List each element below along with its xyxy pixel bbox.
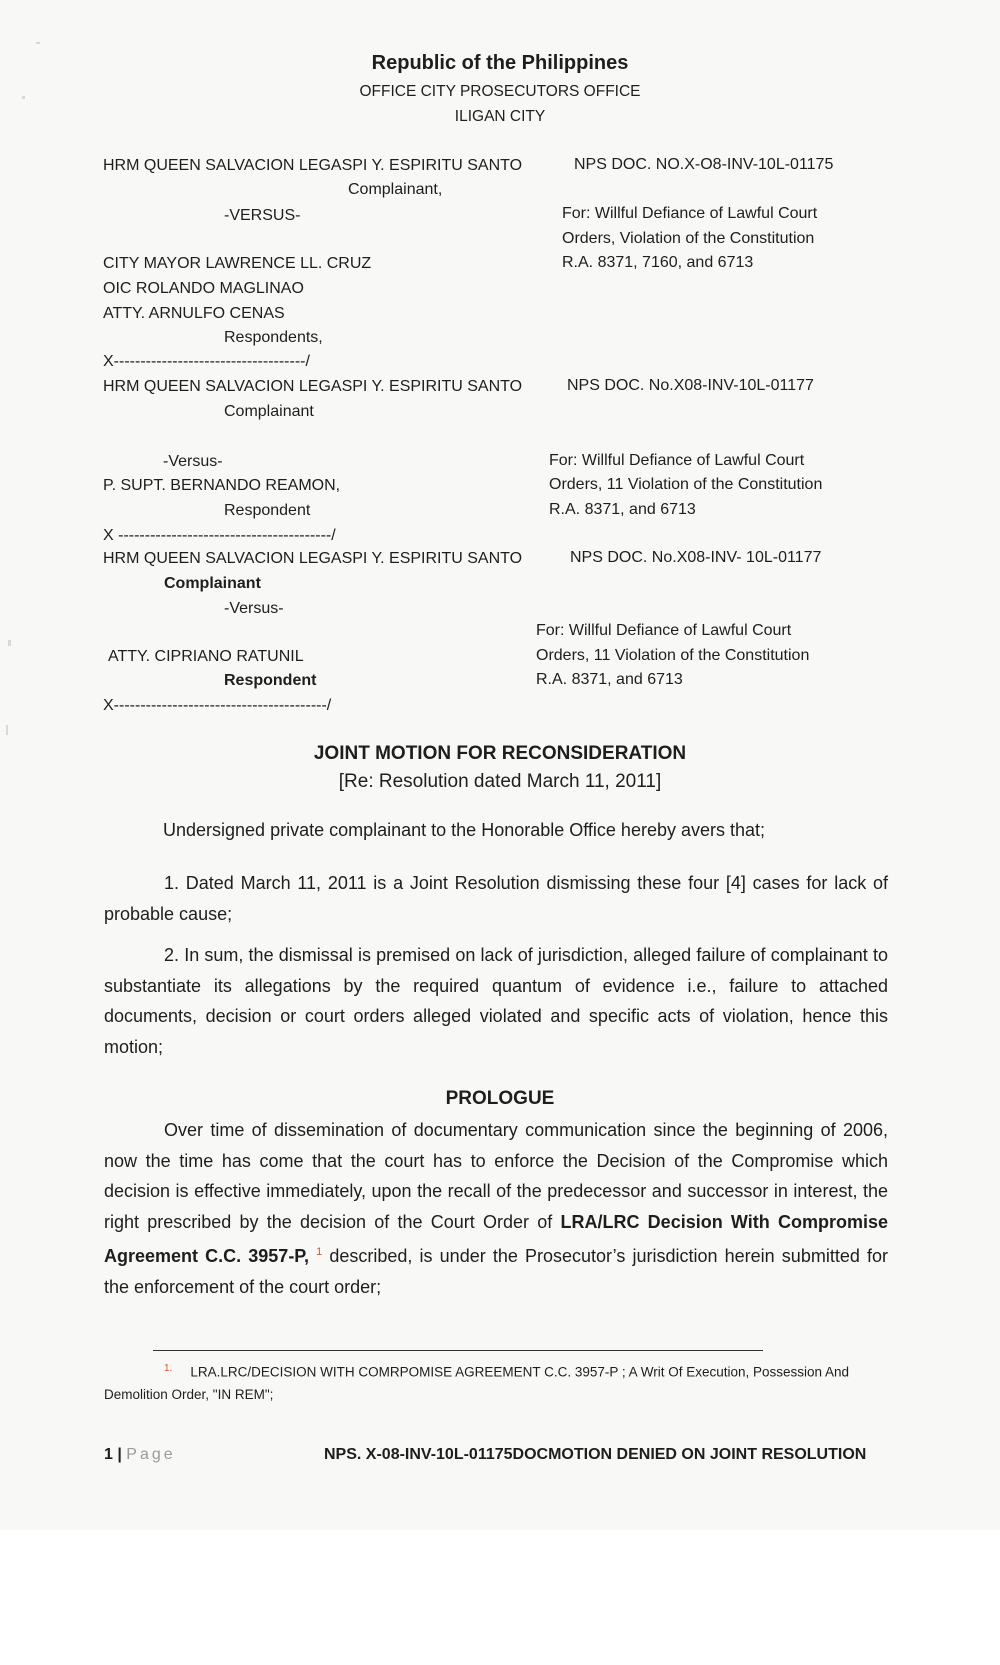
case3-complainant: HRM QUEEN SALVACION LEGASPI Y. ESPIRITU SANTO — [103, 550, 523, 567]
case3-doc-no: NPS DOC. No.X08-INV- 10L-01177 — [570, 549, 822, 566]
page-indicator — [104, 1446, 176, 1464]
prologue-text: Over time of dissemination of documentary communication since the beginning of 2006, now the time has come that the court has to enforce the Decision of the Compromise which decision is effective immediately, upon the recall of the predecessor and successor in interest, the right prescribed by the decision of the Court Order of — [104, 1120, 888, 1232]
scan-mark — [36, 42, 40, 44]
footnote-text: LRA.LRC/DECISION WITH COMRPOMISE AGREEMENT C.C. 3957-P ; A Writ Of Execution, Possession And Demolition Order, "IN REM"; — [104, 1364, 850, 1402]
case2-charge-line: For: Willful Defiance of Lawful Court — [549, 452, 805, 469]
header-title: Republic of the Philippines — [371, 52, 629, 74]
footnote-reference-mark: 1 — [316, 1246, 323, 1258]
case2-complainant: HRM QUEEN SALVACION LEGASPI Y. ESPIRITU SANTO — [103, 378, 523, 395]
prologue-heading: PROLOGUE — [445, 1088, 555, 1109]
case2-charge-line: R.A. 8371, and 6713 — [549, 501, 696, 518]
motion-subtitle: [Re: Resolution dated March 11, 2011] — [338, 771, 662, 792]
case1-respondent: CITY MAYOR LAWRENCE LL. CRUZ — [103, 255, 372, 272]
case1-respondent: OIC ROLANDO MAGLINAO — [103, 280, 304, 297]
prologue-bold-reference: LRA/LRC Decision With Compromise Agreement C.C. 3957-P, — [104, 1211, 888, 1266]
motion-title: JOINT MOTION FOR RECONSIDERATION — [313, 743, 687, 764]
footnote — [104, 1358, 890, 1406]
case1-complainant: HRM QUEEN SALVACION LEGASPI Y. ESPIRITU SANTO — [103, 157, 523, 174]
header-city: ILIGAN CITY — [454, 108, 546, 125]
case3-respondent: ATTY. CIPRIANO RATUNIL — [108, 648, 304, 665]
header-office: OFFICE CITY PROSECUTORS OFFICE — [359, 83, 641, 100]
motion-paragraph-1: 1. Dated March 11, 2011 is a Joint Resolution dismissing these four [4] cases for lack of probable cause; — [104, 873, 888, 924]
case2-charge-line: Orders, 11 Violation of the Constitution — [549, 476, 823, 493]
case2-doc-no: NPS DOC. No.X08-INV-10L-01177 — [567, 377, 814, 394]
case3-respondent-role: Respondent — [224, 672, 317, 689]
page-separator: | — [117, 1446, 122, 1463]
scan-mark — [6, 725, 8, 735]
footer-reference: NPS. X-08-INV-10L-01175DOCMOTION DENIED ON JOINT RESOLUTION — [324, 1446, 867, 1463]
case2-complainant-role: Complainant — [224, 403, 314, 420]
motion-intro: Undersigned private complainant to the Honorable Office hereby avers that; — [163, 820, 766, 840]
motion-paragraph-2: 2. In sum, the dismissal is premised on lack of jurisdiction, alleged failure of complainant to substantiate its allegations by the required quantum of evidence i.e., failure to attached documents, decision or court orders alleged violated and specific acts of violation, hence this motion; — [104, 945, 888, 1057]
case3-separator: X----------------------------------------/ — [103, 697, 332, 714]
page-label: Page — [126, 1446, 176, 1463]
case2-respondent: P. SUPT. BERNANDO REAMON, — [103, 477, 341, 494]
case1-versus: -VERSUS- — [224, 207, 301, 224]
case1-charge-line: For: Willful Defiance of Lawful Court — [562, 205, 818, 222]
page-number: 1 — [104, 1446, 113, 1463]
case3-charge-line: R.A. 8371, and 6713 — [536, 671, 683, 688]
case1-doc-no: NPS DOC. NO.X-O8-INV-10L-01175 — [574, 156, 834, 173]
case2-separator: X ----------------------------------------/ — [103, 527, 336, 544]
scan-mark — [8, 640, 11, 646]
case2-respondent-role: Respondent — [224, 502, 311, 519]
case3-versus: -Versus- — [224, 600, 284, 617]
case3-charge-line: For: Willful Defiance of Lawful Court — [536, 622, 792, 639]
case2-versus: -Versus- — [163, 453, 223, 470]
case1-respondent: ATTY. ARNULFO CENAS — [103, 305, 285, 322]
footnote-divider — [153, 1350, 763, 1351]
case1-complainant-role: Complainant, — [348, 181, 443, 198]
case3-complainant-role: Complainant — [164, 575, 261, 592]
case1-respondent-role: Respondents, — [224, 329, 323, 346]
prologue-text-continued: described, is under the Prosecutor’s jurisdiction herein submitted for the enforcement of the court order; — [104, 1246, 888, 1297]
case1-charge-line: R.A. 8371, 7160, and 6713 — [562, 254, 754, 271]
case1-separator: X------------------------------------/ — [103, 353, 310, 370]
prologue-paragraph — [104, 1115, 888, 1302]
case3-charge-line: Orders, 11 Violation of the Constitution — [536, 647, 810, 664]
case1-charge-line: Orders, Violation of the Constitution — [562, 230, 815, 247]
footnote-number: 1. — [164, 1363, 173, 1374]
